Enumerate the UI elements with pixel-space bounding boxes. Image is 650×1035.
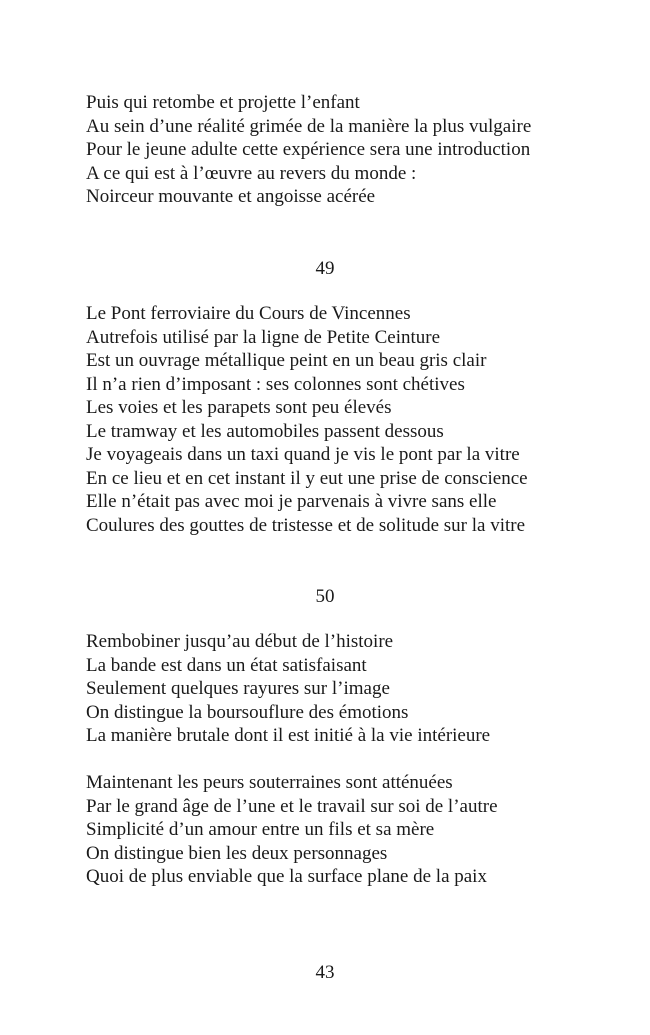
- poem-line: Autrefois utilisé par la ligne de Petite Ceinture: [86, 326, 441, 348]
- stanza-opening: [86, 91, 606, 209]
- poem-line: Je voyageais dans un taxi quand je vis le pont par la vitre: [86, 444, 520, 465]
- poem-line: La manière brutale dont il est initié à la vie intérieure: [86, 725, 491, 746]
- section-number-49: 49: [315, 258, 335, 279]
- poem-line: Elle n’était pas avec moi je parvenais à vivre sans elle: [86, 491, 497, 512]
- stanza-50-b: [86, 771, 606, 889]
- poem-line: Quoi de plus enviable que la surface plane de la paix: [86, 866, 487, 887]
- poem-line: Au sein d’une réalité grimée de la manière la plus vulgaire: [86, 115, 532, 137]
- poem-line: Seulement quelques rayures sur l’image: [86, 678, 390, 699]
- stanza-50-a: [86, 630, 606, 748]
- stanza-49: [86, 302, 606, 537]
- poem-line: Rembobiner jusqu’au début de l’histoire: [86, 631, 394, 652]
- poem-line: Les voies et les parapets sont peu élevés: [86, 397, 392, 418]
- poem-line: Coulures des gouttes de tristesse et de solitude sur la vitre: [86, 514, 526, 536]
- poem-line: La bande est dans un état satisfaisant: [86, 654, 367, 676]
- poem-line: Simplicité d’un amour entre un fils et sa mère: [86, 819, 435, 840]
- poem-line: Il n’a rien d’imposant : ses colonnes sont chétives: [86, 373, 465, 395]
- page-number: 43: [315, 962, 335, 983]
- poem-line: Noirceur mouvante et angoisse acérée: [86, 186, 376, 207]
- poem-line: A ce qui est à l’œuvre au revers du monde :: [86, 162, 417, 184]
- poem-line: On distingue bien les deux personnages: [86, 842, 388, 864]
- poem-line: Est un ouvrage métallique peint en un beau gris clair: [86, 350, 487, 371]
- poem-line: Puis qui retombe et projette l’enfant: [86, 92, 360, 113]
- poem-line: Le Pont ferroviaire du Cours de Vincennes: [86, 303, 411, 324]
- poem-line: Pour le jeune adulte cette expérience sera une introduction: [86, 139, 531, 160]
- poem-line: En ce lieu et en cet instant il y eut une prise de conscience: [86, 467, 528, 489]
- poem-line: Par le grand âge de l’une et le travail sur soi de l’autre: [86, 795, 498, 817]
- poem-line: Le tramway et les automobiles passent dessous: [86, 420, 444, 442]
- poem-line: Maintenant les peurs souterraines sont atténuées: [86, 772, 453, 793]
- section-number-50: 50: [315, 586, 335, 607]
- poem-line: On distingue la boursouflure des émotions: [86, 701, 409, 723]
